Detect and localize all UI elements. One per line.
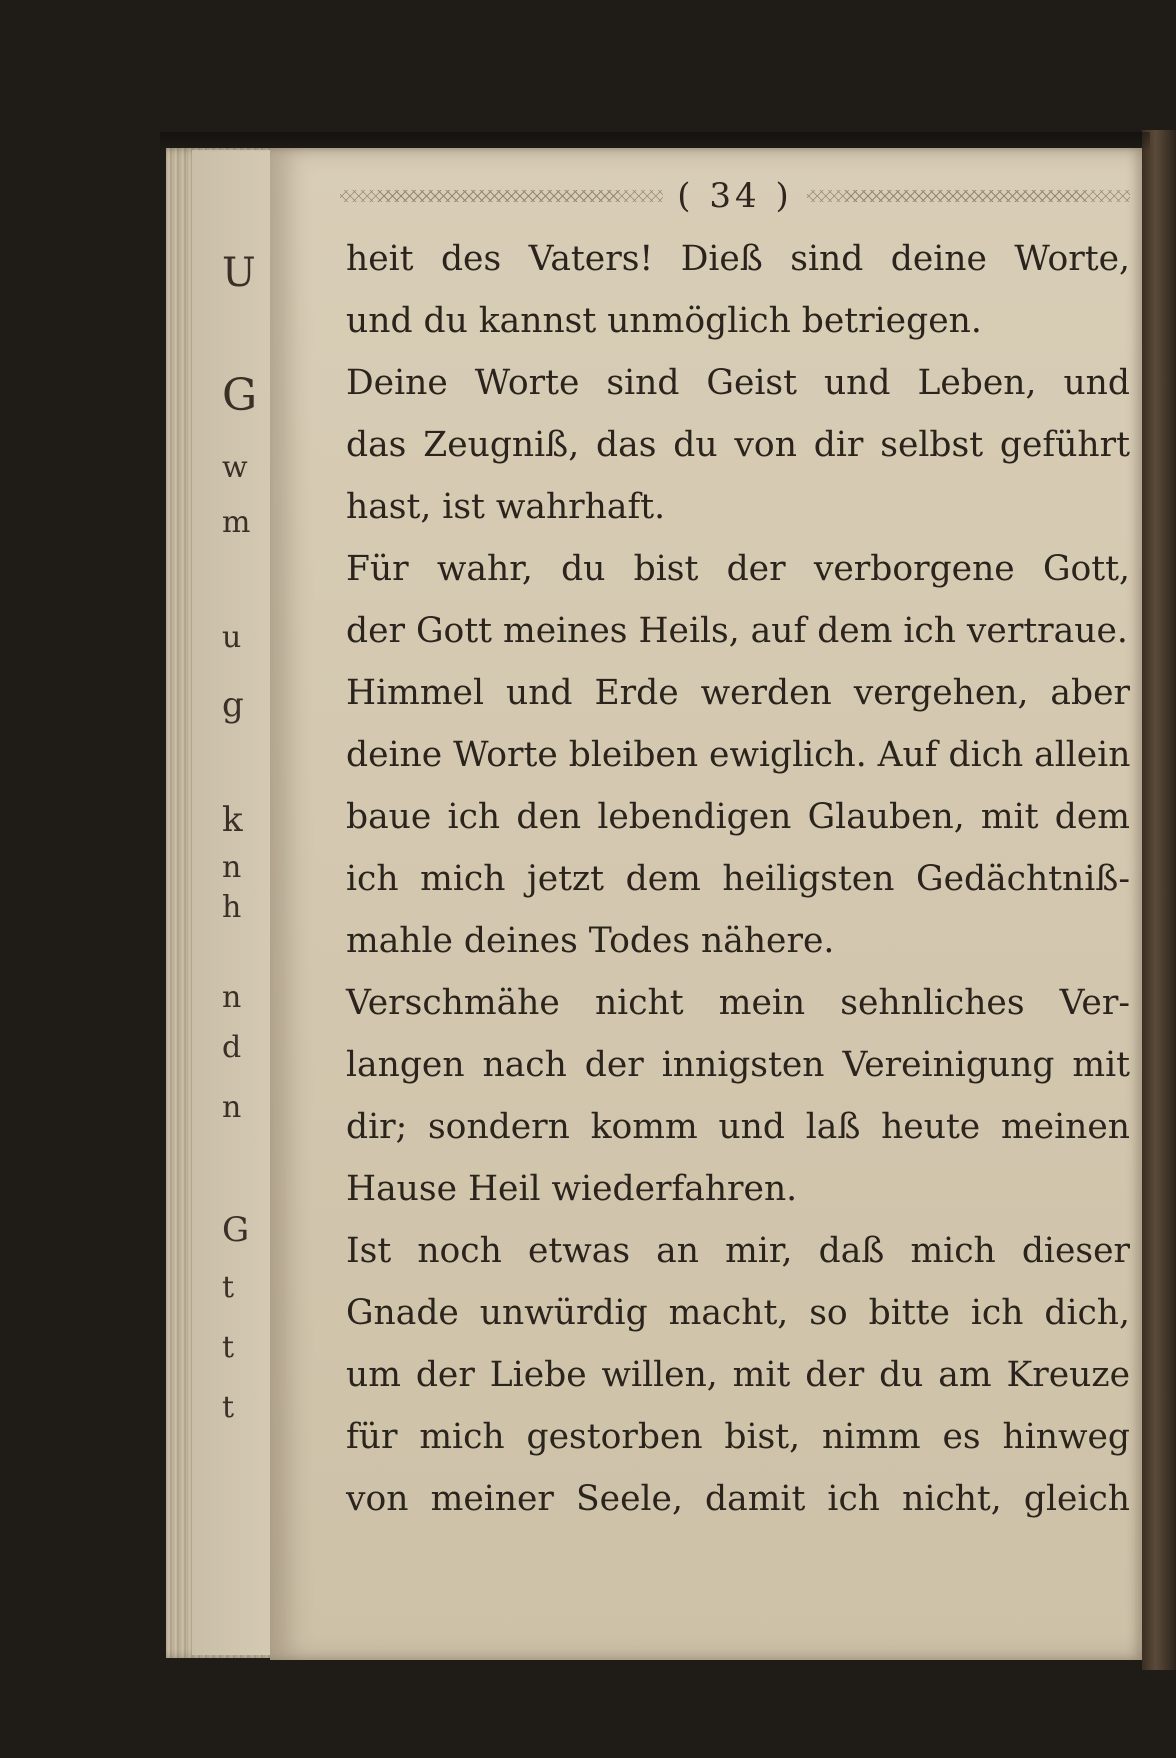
text-line: Ist noch etwas an mir, daß mich dieser	[346, 1231, 1130, 1271]
underlying-page-glyph: U	[222, 250, 256, 296]
text-line: um der Liebe willen, mit der du am Kreuze	[346, 1355, 1130, 1395]
text-line: Für wahr, du bist der verborgene Gott,	[346, 549, 1130, 589]
underlying-page-glyph: h	[222, 890, 242, 925]
text-line: hast, ist wahrhaft.	[346, 487, 666, 527]
underlying-page-glyph: m	[222, 505, 251, 540]
top-shadow	[160, 132, 1150, 152]
text-line: langen nach der innigsten Vereinigung mit	[346, 1045, 1130, 1085]
body-text	[346, 228, 1130, 1530]
text-line: Gnade unwürdig macht, so bitte ich dich,	[346, 1293, 1130, 1333]
underlying-page-glyph: t	[222, 1390, 235, 1425]
text-line: von meiner Seele, damit ich nicht, gleich	[346, 1479, 1130, 1519]
text-line: Deine Worte sind Geist und Leben, und	[346, 363, 1130, 403]
underlying-page-glyph: t	[222, 1270, 235, 1305]
text-line: Hause Heil wiederfahren.	[346, 1169, 798, 1209]
underlying-page-glyph: t	[222, 1330, 235, 1365]
text-line: ich mich jetzt dem heiligsten Gedächtniß-	[346, 859, 1130, 899]
text-line: dir; sondern komm und laß heute meinen	[346, 1107, 1130, 1147]
text-line: mahle deines Todes nähere.	[346, 921, 835, 961]
ornament-rule-right	[807, 190, 1130, 202]
underlying-page-glyph: n	[222, 850, 242, 885]
book-page	[270, 148, 1142, 1660]
underlying-page-glyph: w	[222, 450, 248, 485]
page-number: ( 34 )	[677, 176, 793, 216]
text-line: deine Worte bleiben ewiglich. Auf dich allein	[346, 735, 1131, 775]
underlying-page-glyph: n	[222, 980, 242, 1015]
text-line: das Zeugniß, das du von dir selbst geführt	[346, 425, 1130, 465]
text-line: und du kannst unmöglich betriegen.	[346, 301, 982, 341]
ornament-rule-left	[340, 190, 663, 202]
underlying-page-glyph: k	[222, 800, 243, 840]
underlying-page-glyph: n	[222, 1090, 242, 1125]
underlying-page-glyph: d	[222, 1030, 242, 1065]
underlying-page-glyph: g	[222, 685, 244, 725]
underlying-page-glyph: G	[222, 1210, 250, 1250]
underlying-page-glyph: u	[222, 620, 242, 655]
text-line: der Gott meines Heils, auf dem ich vertraue.	[346, 611, 1128, 651]
page-header	[340, 174, 1130, 218]
text-line: baue ich den lebendigen Glauben, mit dem	[346, 797, 1130, 837]
text-line: heit des Vaters! Dieß sind deine Worte,	[346, 239, 1130, 279]
text-line: Himmel und Erde werden vergehen, aber	[346, 673, 1130, 713]
text-line: Verschmähe nicht mein sehnliches Ver-	[346, 983, 1130, 1023]
text-line: für mich gestorben bist, nimm es hinweg	[346, 1417, 1130, 1457]
underlying-page-glyph: G	[222, 370, 258, 421]
book-spine	[1142, 130, 1176, 1670]
